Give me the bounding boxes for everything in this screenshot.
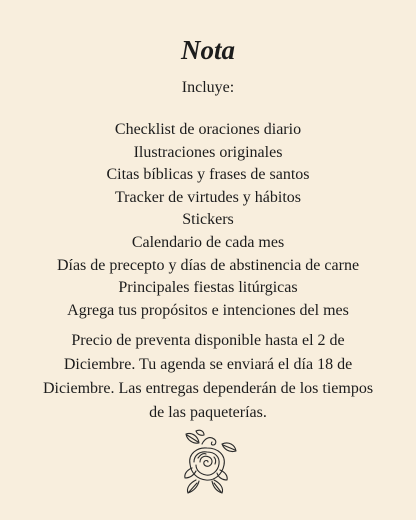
presale-note <box>30 329 386 425</box>
page-title: Nota <box>181 35 235 65</box>
list-item: Checklist de oraciones diario <box>114 121 302 138</box>
includes-heading: Incluye: <box>181 79 235 96</box>
list-item: Tracker de virtudes y hábitos <box>114 188 302 206</box>
note-line: Diciembre. Las entregas dependerán de los tiempos <box>42 380 374 397</box>
rose-flower-icon <box>172 428 242 496</box>
note-line: Diciembre. Tu agenda se enviará el día 18 de <box>63 356 353 373</box>
list-item: Calendario de cada mes <box>131 233 285 251</box>
list-item: Agrega tus propósitos e intenciones del mes <box>67 301 349 319</box>
list-item: Ilustraciones originales <box>133 143 283 161</box>
list-item: Principales fiestas litúrgicas <box>118 279 298 297</box>
list-item: Citas bíblicas y frases de santos <box>106 166 310 184</box>
note-line: Precio de preventa disponible hasta el 2 de <box>71 332 345 349</box>
list-item: Días de precepto y días de abstinencia de carne <box>56 256 360 274</box>
list-item: Stickers <box>182 211 234 229</box>
included-items-list <box>0 119 416 322</box>
note-line: de las paqueterías. <box>149 404 267 421</box>
